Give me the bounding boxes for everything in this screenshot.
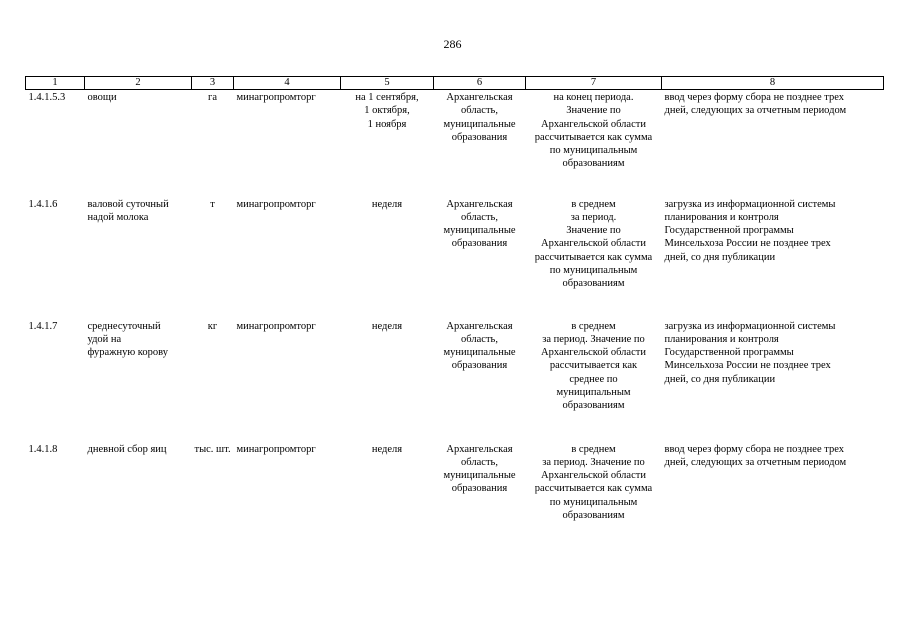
row-period: неделя — [371, 443, 403, 455]
row-code: 1.4.1.6 — [28, 198, 58, 210]
row-indicator: дневной сбор яиц — [87, 443, 167, 455]
column-number-8: 8 — [662, 77, 884, 90]
table-row — [26, 319, 884, 442]
row-method: на конец периода. Значение по Архангельской области рассчитывается как сумма по муниципальным образованиям — [534, 92, 653, 170]
table-row — [26, 442, 884, 537]
row-code: 1.4.1.8 — [28, 443, 58, 455]
row-territory: Архангельская область, муниципальные образования — [443, 92, 516, 143]
row-indicator: среднесуточный удой на фуражную корову — [87, 320, 168, 359]
row-unit: га — [208, 92, 217, 103]
row-code: 1.4.1.5.3 — [28, 92, 66, 103]
row-source: загрузка из информационной системы планирования и контроля Государственной программы Минсельхоза России не позднее трех дней, со дня публикации — [664, 198, 836, 263]
row-responsible: минагропромторг — [236, 320, 316, 332]
column-number-3: 3 — [192, 77, 234, 90]
row-period: на 1 сентября, 1 октября, 1 ноября — [355, 92, 419, 130]
row-unit: кг — [207, 320, 218, 332]
column-number-1: 1 — [26, 77, 85, 90]
row-responsible: минагропромторг — [236, 198, 316, 210]
row-period: неделя — [371, 320, 403, 332]
row-code: 1.4.1.7 — [28, 320, 58, 332]
row-method: в среднем за период. Значение по Архангельской области рассчитывается как сумма по муниципальным образованиям — [534, 198, 653, 290]
row-territory: Архангельская область, муниципальные образования — [443, 198, 516, 250]
indicators-table — [25, 76, 884, 537]
row-source: загрузка из информационной системы планирования и контроля Государственной программы Минсельхоза России не позднее трех дней, со дня публикации — [664, 320, 836, 385]
row-territory: Архангельская область, муниципальные образования — [443, 320, 516, 372]
row-source: ввод через форму сбора не позднее трех дней, следующих за отчетным периодом — [664, 443, 847, 468]
column-number-5: 5 — [341, 77, 434, 90]
row-method: в среднем за период. Значение по Архангельской области рассчитывается как сумма по муниципальным образованиям — [534, 443, 653, 521]
table-row — [26, 90, 884, 197]
row-territory: Архангельская область, муниципальные образования — [443, 443, 516, 495]
row-unit: т — [210, 198, 215, 210]
table-row — [26, 197, 884, 319]
row-indicator: валовой суточный надой молока — [87, 198, 169, 223]
column-number-row — [26, 77, 884, 90]
page-number: 286 — [443, 37, 462, 51]
row-responsible: минагропромторг — [236, 92, 316, 103]
row-unit: тыс. шт. — [194, 443, 231, 455]
row-responsible: минагропромторг — [236, 443, 316, 455]
row-method: в среднем за период. Значение по Архангельской области рассчитывается как среднее по муниципальным образованиям — [541, 320, 646, 412]
column-number-4: 4 — [234, 77, 341, 90]
row-source: ввод через форму сбора не позднее трех дней, следующих за отчетным периодом — [664, 92, 847, 117]
column-number-2: 2 — [85, 77, 192, 90]
row-indicator: овощи — [87, 92, 117, 103]
column-number-6: 6 — [434, 77, 526, 90]
row-period: неделя — [371, 198, 403, 210]
column-number-7: 7 — [526, 77, 662, 90]
